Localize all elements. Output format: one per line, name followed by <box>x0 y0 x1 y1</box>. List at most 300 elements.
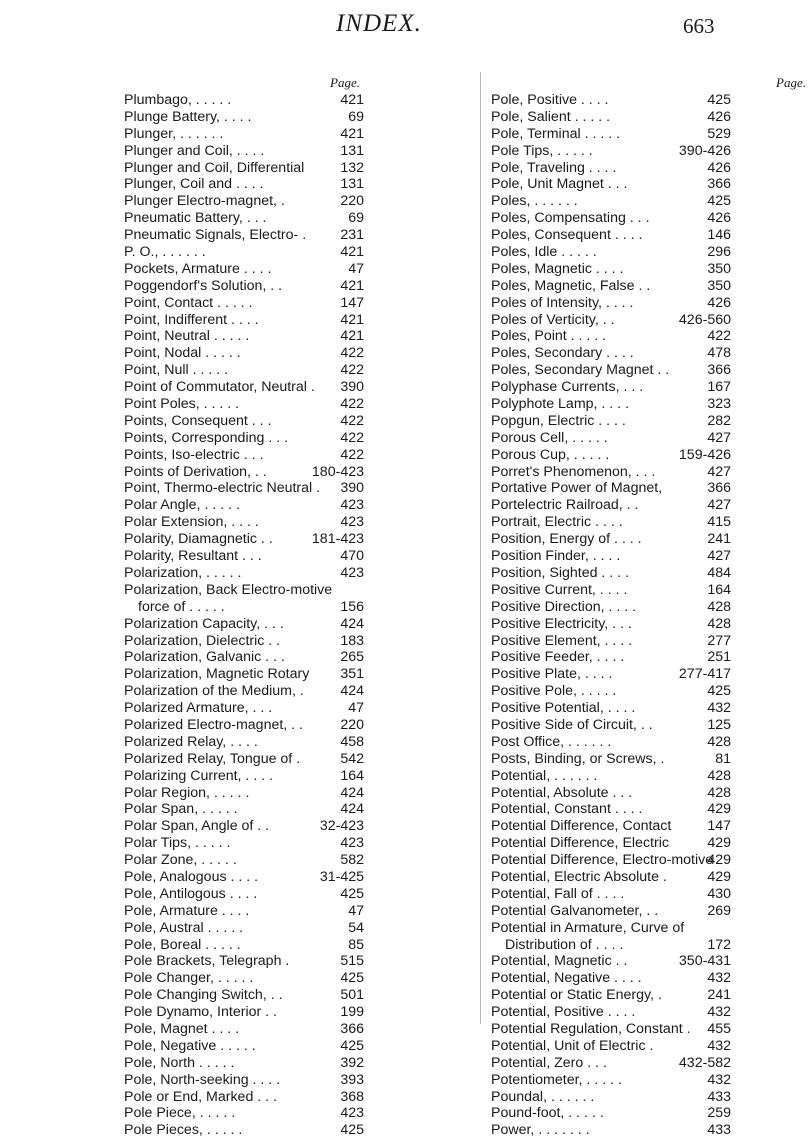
index-term: Potential, . . . . . . <box>491 767 598 784</box>
index-entry <box>124 531 364 548</box>
index-term: Points of Derivation, . . <box>124 463 267 480</box>
index-page-ref: 231 <box>340 227 364 244</box>
index-term: Point, Thermo-electric Neutral . <box>124 480 321 497</box>
index-entry <box>491 785 731 802</box>
index-entry <box>124 295 364 312</box>
index-term: Potential, Positive . . . . <box>491 1004 636 1021</box>
index-term: force of . . . . . <box>138 598 225 615</box>
index-term: Pole Pieces, . . . . . <box>124 1122 243 1139</box>
index-term: Pole Changer, . . . . . <box>124 970 254 987</box>
index-entry <box>491 599 731 616</box>
index-page-ref: 181-423 <box>311 531 364 548</box>
index-page-ref: 31-425 <box>319 868 364 885</box>
index-page-ref: 47 <box>348 902 364 919</box>
index-page-ref: 366 <box>707 362 731 379</box>
index-term: Potentiometer, . . . . . <box>491 1071 622 1088</box>
index-entry <box>124 666 364 683</box>
index-page-ref: 426 <box>707 210 731 227</box>
index-entry <box>491 903 731 920</box>
index-term: Poundal, . . . . . . <box>491 1088 595 1105</box>
index-entry <box>124 227 364 244</box>
index-entry <box>124 396 364 413</box>
index-page-ref: 424 <box>340 615 364 632</box>
index-entry <box>491 227 731 244</box>
index-term: Pole or End, Marked . . . <box>124 1088 277 1105</box>
index-term: Polarized Relay, Tongue of . <box>124 750 301 767</box>
index-page-ref: 366 <box>707 176 731 193</box>
index-term: Pole Brackets, Telegraph . <box>124 953 290 970</box>
index-term: Plunger Electro-magnet, . <box>124 193 285 210</box>
index-term: Polarization Capacity, . . . <box>124 615 284 632</box>
index-term: Pole Tips, . . . . . <box>491 142 593 159</box>
index-term: Polarization, Magnetic Rotary <box>124 666 310 683</box>
index-entry <box>491 734 731 751</box>
index-page-ref: 427 <box>707 429 731 446</box>
index-page-ref: 180-423 <box>311 463 364 480</box>
index-entry <box>491 683 731 700</box>
index-entry <box>491 531 731 548</box>
index-term: Pneumatic Signals, Electro- . <box>124 227 307 244</box>
index-entry <box>491 1089 731 1106</box>
index-term: Points, Corresponding . . . <box>124 429 289 446</box>
index-term: Pole, North . . . . . <box>124 1054 235 1071</box>
index-page-ref: 432 <box>707 700 731 717</box>
index-entry <box>124 852 364 869</box>
index-term: Poles, . . . . . . <box>491 193 578 210</box>
index-entry <box>491 835 731 852</box>
index-term: Polar Zone, . . . . . <box>124 852 237 869</box>
index-entry <box>491 1004 731 1021</box>
index-term: Polyphote Lamp, . . . . <box>491 396 630 413</box>
index-page-ref: 199 <box>340 1004 364 1021</box>
index-term: Poles, Magnetic, False . . <box>491 277 651 294</box>
index-entry <box>124 92 364 109</box>
column-divider <box>480 72 481 1024</box>
index-entry <box>491 210 731 227</box>
index-page-ref: 220 <box>340 716 364 733</box>
index-page-ref: 131 <box>340 142 364 159</box>
index-page-ref: 424 <box>340 683 364 700</box>
index-entry <box>491 852 731 869</box>
index-page-ref: 425 <box>340 1122 364 1139</box>
index-term: Pole, Salient . . . . . <box>491 108 611 125</box>
index-term: Positive Potential, . . . . <box>491 700 636 717</box>
index-entry <box>124 413 364 430</box>
index-term: Pole, Unit Magnet . . . <box>491 176 628 193</box>
index-term: Plunger and Coil, . . . . <box>124 142 265 159</box>
index-page-ref: 269 <box>707 902 731 919</box>
index-entry <box>491 751 731 768</box>
index-entry <box>491 1021 731 1038</box>
index-page-ref: 183 <box>340 632 364 649</box>
index-page-ref: 392 <box>340 1054 364 1071</box>
index-entry <box>124 1089 364 1106</box>
index-entry <box>124 497 364 514</box>
index-page-ref: 428 <box>707 767 731 784</box>
index-page-ref: 167 <box>707 379 731 396</box>
index-page-ref: 427 <box>707 497 731 514</box>
index-term: P. O., . . . . . . <box>124 244 206 261</box>
index-entry <box>124 886 364 903</box>
index-page-ref: 368 <box>340 1088 364 1105</box>
index-page-ref: 422 <box>340 429 364 446</box>
index-page-ref: 422 <box>707 328 731 345</box>
page-number: 663 <box>683 14 715 38</box>
index-term: Plumbago, . . . . . <box>124 92 232 108</box>
index-term: Potential, Zero . . . <box>491 1054 607 1071</box>
index-entry <box>491 565 731 582</box>
index-entry <box>491 869 731 886</box>
index-page-ref: 515 <box>340 953 364 970</box>
index-entry <box>491 1072 731 1089</box>
index-entry <box>124 176 364 193</box>
index-page-ref: 428 <box>707 784 731 801</box>
index-term: Potential Difference, Contact <box>491 818 672 835</box>
index-term: Pole, Positive . . . . <box>491 92 609 108</box>
index-term: Poles of Intensity, . . . . <box>491 294 634 311</box>
index-term: Potential Regulation, Constant . <box>491 1020 691 1037</box>
index-page-ref: 81 <box>715 750 731 767</box>
index-term: Position, Sighted . . . . <box>491 564 630 581</box>
index-entry <box>491 920 731 937</box>
index-page-ref: 425 <box>340 885 364 902</box>
index-entry <box>491 649 731 666</box>
index-term: Positive Feeder, . . . . <box>491 649 625 666</box>
index-page-ref: 146 <box>707 227 731 244</box>
index-term: Plunger and Coil, Differential <box>124 159 305 176</box>
index-term: Polar Span, . . . . . <box>124 801 238 818</box>
index-term: Poles, Secondary . . . . <box>491 345 634 362</box>
index-entry <box>124 480 364 497</box>
index-entry <box>124 345 364 362</box>
index-entry <box>491 1105 731 1122</box>
index-page-ref: 220 <box>340 193 364 210</box>
index-term: Position Finder, . . . . <box>491 548 621 565</box>
index-term: Plunger, . . . . . . <box>124 125 224 142</box>
index-entry <box>491 987 731 1004</box>
index-term: Pole, Austral . . . . . <box>124 919 244 936</box>
index-term: Potential, Absolute . . . <box>491 784 633 801</box>
index-entry <box>491 193 731 210</box>
index-entry <box>491 396 731 413</box>
index-term: Pole, Negative . . . . . <box>124 1037 256 1054</box>
index-entry <box>124 210 364 227</box>
index-page-ref: 366 <box>340 1020 364 1037</box>
index-term: Point, Neutral . . . . . <box>124 328 250 345</box>
index-column-left <box>124 75 468 1139</box>
index-entry <box>124 1072 364 1089</box>
index-page-ref: 350-431 <box>678 953 731 970</box>
index-page-ref: 421 <box>340 244 364 261</box>
index-entry <box>124 278 364 295</box>
index-page-ref: 32-423 <box>319 818 364 835</box>
index-entry <box>124 751 364 768</box>
index-term: Potential, Electric Absolute . <box>491 868 667 885</box>
index-page-ref: 259 <box>707 1105 731 1122</box>
index-page-ref: 429 <box>707 868 731 885</box>
index-entry <box>491 700 731 717</box>
index-term: Porous Cup, . . . . . <box>491 446 610 463</box>
index-page-ref: 421 <box>340 125 364 142</box>
index-entry <box>491 801 731 818</box>
index-page-ref: 529 <box>707 125 731 142</box>
index-page-ref: 423 <box>340 835 364 852</box>
index-entry <box>491 1122 731 1139</box>
index-page-ref: 172 <box>707 936 731 953</box>
index-term: Polarized Armature, . . . <box>124 700 273 717</box>
page-column-label: Page. <box>776 75 806 90</box>
index-term: Positive Element, . . . . <box>491 632 633 649</box>
index-page-ref: 429 <box>707 835 731 852</box>
index-entry <box>124 953 364 970</box>
index-term: Pole Dynamo, Interior . . <box>124 1004 277 1021</box>
index-term: Pole, Antilogous . . . . <box>124 885 258 902</box>
index-entry <box>124 801 364 818</box>
index-page-ref: 501 <box>340 987 364 1004</box>
page-header <box>0 10 800 50</box>
index-entry <box>124 379 364 396</box>
index-page-ref: 423 <box>340 497 364 514</box>
index-term: Polarizing Current, . . . . <box>124 767 274 784</box>
index-page-ref: 423 <box>340 514 364 531</box>
index-page-ref: 251 <box>707 649 731 666</box>
index-term: Power, . . . . . . . <box>491 1122 590 1139</box>
index-entry <box>124 160 364 177</box>
index-term: Potential Galvanometer, . . <box>491 902 659 919</box>
index-entry <box>124 683 364 700</box>
index-entry <box>124 785 364 802</box>
index-entry <box>491 109 731 126</box>
index-page-ref: 350 <box>707 277 731 294</box>
index-entry <box>124 1038 364 1055</box>
index-term: Positive Pole, . . . . . <box>491 683 617 700</box>
index-entry <box>124 328 364 345</box>
index-page-ref: 323 <box>707 396 731 413</box>
index-page-ref: 421 <box>340 311 364 328</box>
index-page-ref: 458 <box>340 733 364 750</box>
index-entry <box>124 430 364 447</box>
index-term: Point, Contact . . . . . <box>124 294 253 311</box>
index-page-ref: 422 <box>340 412 364 429</box>
index-page-ref: 131 <box>340 176 364 193</box>
index-term: Potential, Constant . . . . <box>491 801 643 818</box>
index-entry <box>491 160 731 177</box>
index-term: Positive Direction, . . . . <box>491 598 637 615</box>
index-page-ref: 426 <box>707 294 731 311</box>
index-entry <box>491 582 731 599</box>
index-entry <box>124 1105 364 1122</box>
index-entry <box>491 937 731 954</box>
index-page-ref: 366 <box>707 480 731 497</box>
index-entry <box>124 244 364 261</box>
index-page-ref: 424 <box>340 784 364 801</box>
index-page-ref: 484 <box>707 564 731 581</box>
index-term: Poles, Idle . . . . . <box>491 244 597 261</box>
index-entry <box>491 497 731 514</box>
index-term: Positive Plate, . . . . <box>491 666 613 683</box>
index-entry <box>491 666 731 683</box>
index-page-ref: 432 <box>707 1037 731 1054</box>
index-page-ref: 470 <box>340 548 364 565</box>
index-page-ref: 390 <box>340 379 364 396</box>
index-page-ref: 390 <box>340 480 364 497</box>
index-page-ref: 428 <box>707 615 731 632</box>
index-term: Portrait, Electric . . . . <box>491 514 623 531</box>
index-entry <box>491 1038 731 1055</box>
index-entry <box>491 244 731 261</box>
index-page-ref: 241 <box>707 531 731 548</box>
index-entry <box>491 345 731 362</box>
index-term: Position, Energy of . . . . <box>491 531 642 548</box>
index-entry <box>491 886 731 903</box>
index-term: Potential Difference, Electric <box>491 835 669 852</box>
index-term: Pound-foot, . . . . . <box>491 1105 604 1122</box>
index-entry <box>124 649 364 666</box>
index-page-ref: 423 <box>340 564 364 581</box>
index-entry <box>491 616 731 633</box>
index-entry <box>124 818 364 835</box>
index-entry <box>124 920 364 937</box>
index-page-ref: 426 <box>707 159 731 176</box>
index-page-ref: 425 <box>707 683 731 700</box>
index-page-ref: 428 <box>707 733 731 750</box>
index-entry <box>491 176 731 193</box>
index-page-ref: 432 <box>707 1004 731 1021</box>
index-term: Poles, Magnetic . . . . <box>491 260 624 277</box>
index-page-ref: 164 <box>707 581 731 598</box>
index-term: Pneumatic Battery, . . . <box>124 210 267 227</box>
index-term: Polar Tips, . . . . . <box>124 835 231 852</box>
index-page-ref: 582 <box>340 852 364 869</box>
index-entry <box>491 312 731 329</box>
index-page-ref: 426 <box>707 108 731 125</box>
index-page-ref: 421 <box>340 92 364 108</box>
index-page-ref: 428 <box>707 598 731 615</box>
index-entry <box>124 970 364 987</box>
index-entry <box>491 413 731 430</box>
index-term: Pole, Traveling . . . . <box>491 159 617 176</box>
index-term: Plunge Battery, . . . . <box>124 108 252 125</box>
index-entry <box>124 548 364 565</box>
index-page-ref: 390-426 <box>678 142 731 159</box>
index-entry <box>124 143 364 160</box>
index-entry <box>491 1055 731 1072</box>
index-entry <box>491 379 731 396</box>
index-term: Plunger, Coil and . . . . <box>124 176 264 193</box>
index-entry <box>124 616 364 633</box>
index-page-ref: 427 <box>707 463 731 480</box>
page-title: INDEX. <box>336 10 422 37</box>
index-page-ref: 421 <box>340 328 364 345</box>
index-term: Potential, Negative . . . . <box>491 970 642 987</box>
index-term: Popgun, Electric . . . . <box>491 412 626 429</box>
index-term: Pole, Boreal . . . . . <box>124 936 241 953</box>
index-page-ref: 351 <box>340 666 364 683</box>
index-entry <box>491 818 731 835</box>
index-entry <box>124 599 364 616</box>
index-page-ref: 422 <box>340 362 364 379</box>
index-page-ref: 455 <box>707 1020 731 1037</box>
index-term: Positive Electricity, . . . <box>491 615 632 632</box>
index-term: Polarized Relay, . . . . <box>124 733 258 750</box>
index-entry <box>491 430 731 447</box>
index-page-ref: 415 <box>707 514 731 531</box>
index-entry <box>124 447 364 464</box>
index-page-ref: 147 <box>707 818 731 835</box>
index-entry <box>124 717 364 734</box>
index-entry <box>124 464 364 481</box>
index-page-ref: 265 <box>340 649 364 666</box>
index-term: Potential or Static Energy, . <box>491 987 662 1004</box>
index-page-ref: 432 <box>707 970 731 987</box>
index-term: Poles of Verticity, . . <box>491 311 615 328</box>
index-term: Poles, Point . . . . . <box>491 328 607 345</box>
index-page-ref: 542 <box>340 750 364 767</box>
index-entry <box>491 143 731 160</box>
index-term: Polarized Electro-magnet, . . <box>124 716 303 733</box>
index-entry <box>491 633 731 650</box>
index-term: Potential, Fall of . . . . <box>491 885 625 902</box>
index-page-ref: 421 <box>340 277 364 294</box>
index-page-ref: 132 <box>340 159 364 176</box>
index-entry <box>491 717 731 734</box>
index-term: Point of Commutator, Neutral . <box>124 379 315 396</box>
index-term: Point Poles, . . . . . <box>124 396 240 413</box>
index-page-ref: 425 <box>340 970 364 987</box>
index-term: Poles, Consequent . . . . <box>491 227 643 244</box>
index-page-ref: 433 <box>707 1122 731 1139</box>
index-term: Potential Difference, Electro-motive <box>491 852 714 869</box>
index-entry <box>124 1055 364 1072</box>
index-page-ref: 54 <box>348 919 364 936</box>
index-term: Polarization, Back Electro-motive <box>124 581 333 598</box>
index-entry <box>124 768 364 785</box>
index-page-ref: 422 <box>340 446 364 463</box>
index-entry <box>491 480 731 497</box>
index-entry <box>124 261 364 278</box>
index-page-ref: 156 <box>340 598 364 615</box>
index-entry <box>491 548 731 565</box>
index-entry <box>124 514 364 531</box>
index-entry <box>124 1004 364 1021</box>
index-entry <box>124 1021 364 1038</box>
index-term: Polarization, . . . . . <box>124 564 242 581</box>
index-term: Points, Consequent . . . <box>124 412 272 429</box>
index-entry <box>124 1122 364 1139</box>
index-entry <box>124 869 364 886</box>
index-term: Potential, Magnetic . . <box>491 953 628 970</box>
index-entry <box>491 768 731 785</box>
index-page-ref: 350 <box>707 260 731 277</box>
index-page-ref: 433 <box>707 1088 731 1105</box>
index-page-ref: 422 <box>340 396 364 413</box>
index-term: Point, Null . . . . . <box>124 362 229 379</box>
index-term: Potential in Armature, Curve of <box>491 919 685 936</box>
index-page-ref: 296 <box>707 244 731 261</box>
index-page-ref: 429 <box>707 801 731 818</box>
index-term: Polar Span, Angle of . . <box>124 818 270 835</box>
index-page-ref: 432 <box>707 1071 731 1088</box>
index-entry <box>124 903 364 920</box>
index-page-ref: 164 <box>340 767 364 784</box>
index-page-ref: 424 <box>340 801 364 818</box>
index-term: Potential, Unit of Electric . <box>491 1037 654 1054</box>
index-entry <box>124 633 364 650</box>
index-term: Distribution of . . . . <box>505 936 624 953</box>
index-entry <box>124 700 364 717</box>
index-page-ref: 430 <box>707 885 731 902</box>
index-entry <box>491 464 731 481</box>
